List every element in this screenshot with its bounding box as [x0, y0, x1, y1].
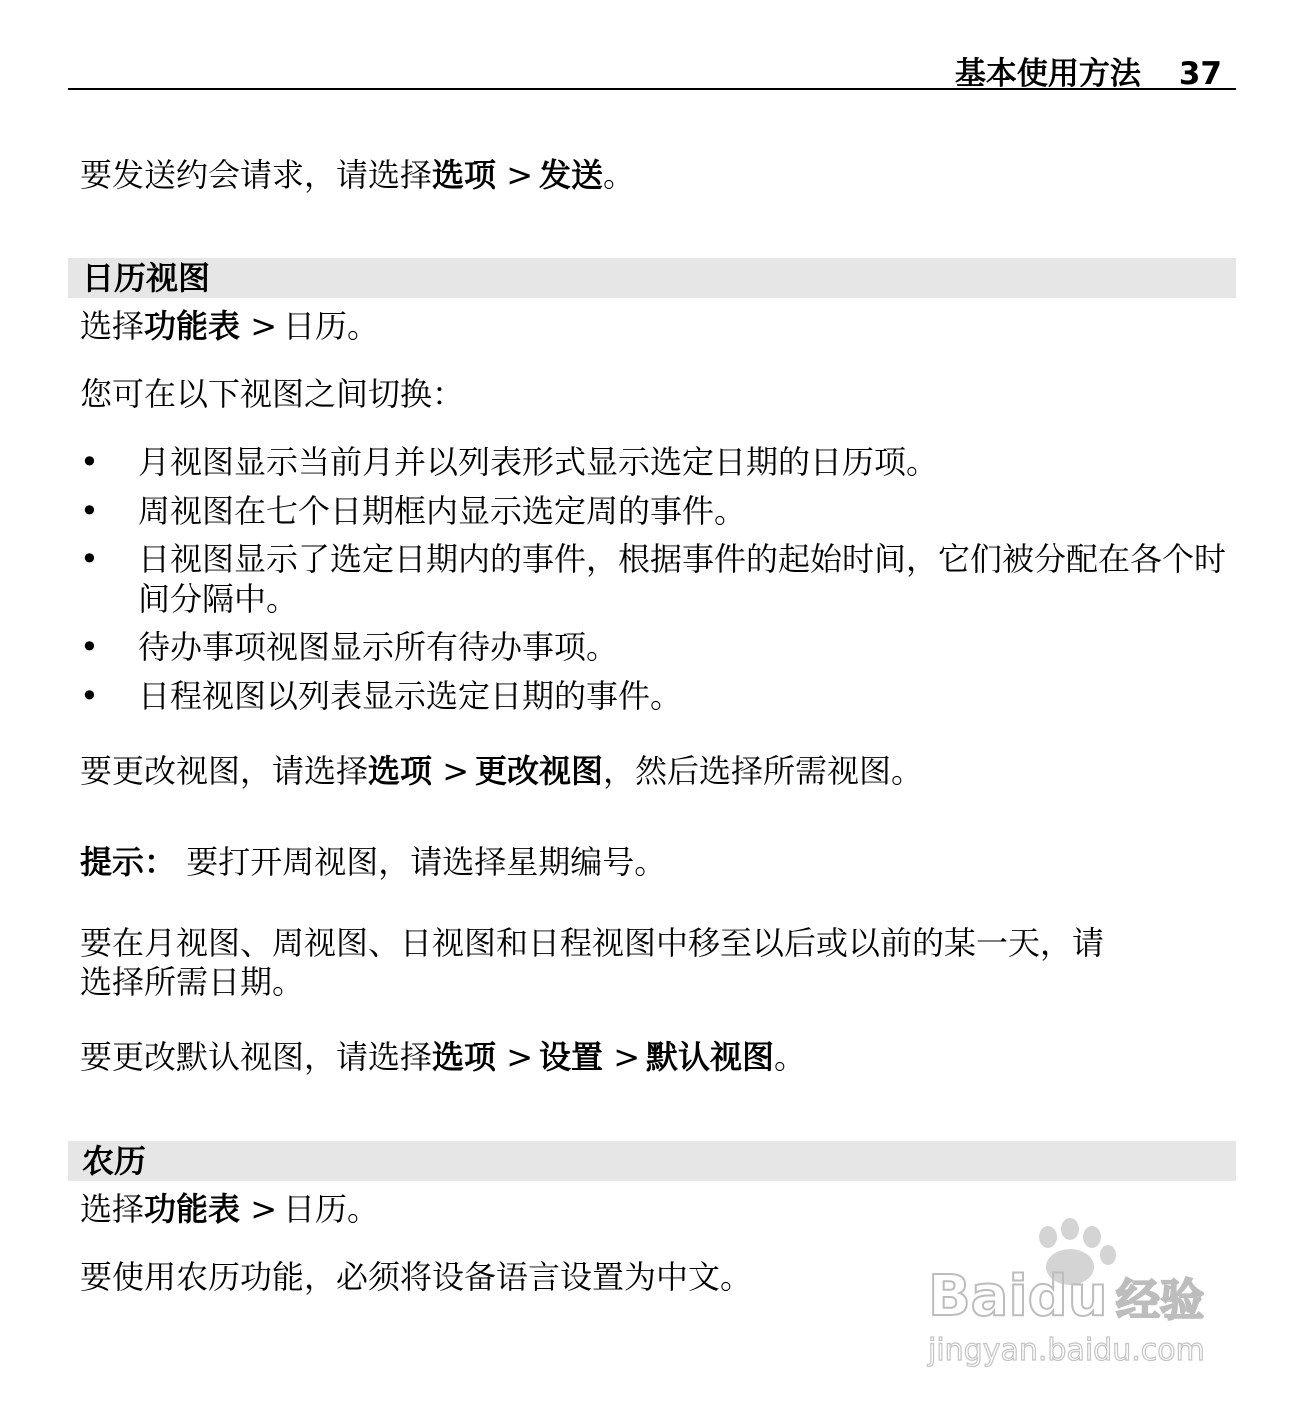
- lunar-paragraph: 要使用农历功能，必须将设备语言设置为中文。: [80, 1258, 753, 1296]
- tip-text: 要打开周视图，请选择星期编号。: [176, 843, 667, 881]
- watermark-brand: Baidu: [928, 1264, 1108, 1329]
- menu-action-text: 日历: [283, 1190, 348, 1228]
- menu-action-text: 更改视图: [475, 752, 604, 790]
- list-item: 周视图在七个日期框内显示选定周的事件。: [138, 492, 747, 530]
- page-header: [68, 44, 1236, 90]
- menu-option-text: 选项: [368, 752, 433, 790]
- watermark-cn: 经验: [1116, 1275, 1204, 1326]
- text-span: 。: [347, 1190, 380, 1228]
- menu-option-text: 功能表: [144, 1190, 241, 1228]
- text-span: 。: [774, 1038, 807, 1076]
- bullet-marker: •: [80, 443, 99, 481]
- list-item: 日程视图以列表显示选定日期的事件。: [138, 677, 683, 715]
- bullet-marker: •: [80, 677, 99, 715]
- chapter-title: 基本使用方法: [954, 56, 1141, 92]
- baidu-watermark: [920, 1215, 1230, 1375]
- move-day-line-2: 选择所需日期。: [80, 963, 305, 1001]
- section-title: 农历: [82, 1142, 147, 1180]
- send-request-paragraph: [80, 156, 635, 194]
- list-item: 待办事项视图显示所有待办事项。: [138, 628, 619, 666]
- bullet-marker: •: [80, 540, 99, 578]
- separator: >: [240, 1190, 278, 1228]
- text-span: ，然后选择所需视图。: [603, 752, 924, 790]
- text-span: 选择: [80, 307, 145, 345]
- menu-action-text: 发送: [539, 156, 604, 194]
- list-item: 月视图显示当前月并以列表形式显示选定日期的日历项。: [138, 443, 939, 481]
- menu-option-text: 设置: [539, 1038, 604, 1076]
- bullet-marker: •: [80, 628, 99, 666]
- text-span: 要更改默认视图，请选择: [80, 1038, 433, 1076]
- separator: >: [496, 156, 534, 194]
- menu-action-text: 默认视图: [646, 1038, 775, 1076]
- text-span: 要更改视图，请选择: [80, 752, 369, 790]
- intro-paragraph: 您可在以下视图之间切换：: [80, 375, 465, 413]
- separator: >: [240, 307, 278, 345]
- menu-option-text: 选项: [432, 156, 497, 194]
- section-header-calendar-views: [68, 258, 1236, 298]
- watermark-url: jingyan.baidu.com: [928, 1333, 1205, 1368]
- header-text: [955, 48, 1222, 93]
- bullet-marker: •: [80, 492, 99, 530]
- nav-paragraph: [80, 307, 379, 345]
- text-span: 。: [603, 156, 636, 194]
- tip-paragraph: [80, 843, 666, 881]
- separator: >: [432, 752, 470, 790]
- menu-action-text: 日历: [283, 307, 348, 345]
- menu-option-text: 功能表: [144, 307, 241, 345]
- move-day-line-1: 要在月视图、周视图、日视图和日程视图中移至以后或以前的某一天，请: [80, 924, 1105, 962]
- text-span: 要发送约会请求，请选择: [80, 156, 433, 194]
- separator: >: [603, 1038, 641, 1076]
- text-span: 选择: [80, 1190, 145, 1228]
- menu-option-text: 选项: [432, 1038, 497, 1076]
- default-view-paragraph: [80, 1038, 806, 1076]
- tip-label: 提示：: [80, 843, 177, 881]
- nav-paragraph: [80, 1190, 379, 1228]
- page-number: 37: [1178, 56, 1222, 92]
- text-span: 。: [347, 307, 380, 345]
- change-view-paragraph: [80, 752, 923, 790]
- section-title: 日历视图: [82, 259, 211, 297]
- list-item: 日视图显示了选定日期内的事件，根据事件的起始时间，它们被分配在各个时间分隔中。: [138, 540, 1227, 618]
- separator: >: [496, 1038, 534, 1076]
- section-header-lunar: [68, 1141, 1236, 1181]
